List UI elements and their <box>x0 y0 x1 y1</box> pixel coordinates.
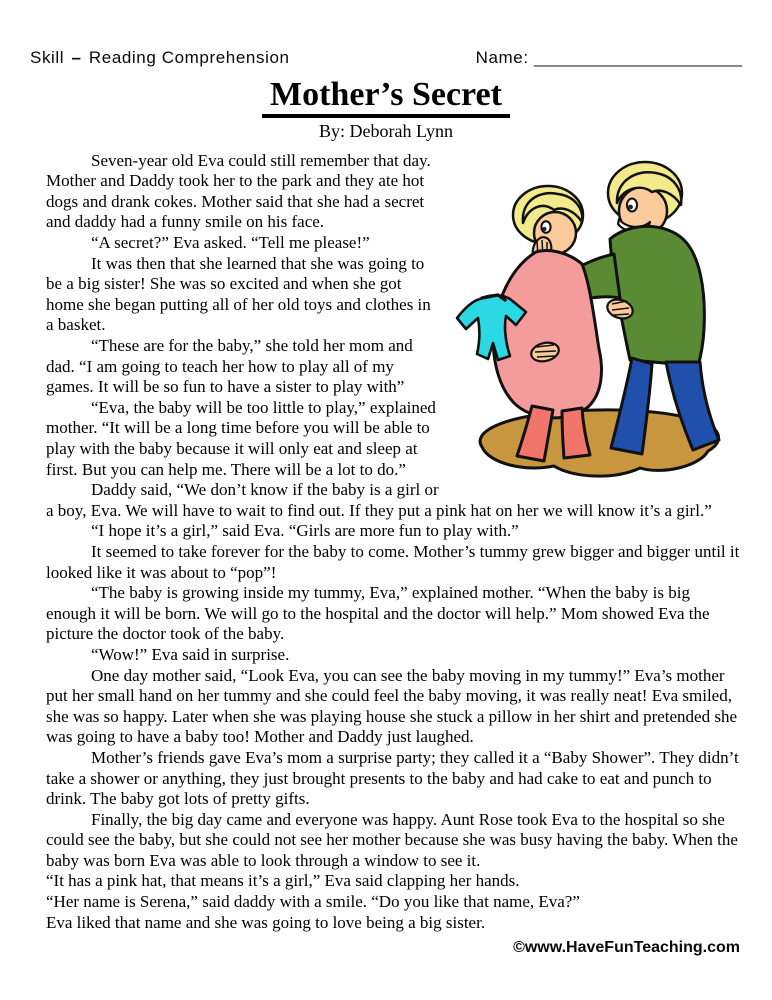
story-paragraph: “Eva, the baby will be too little to play,” explained mother. “It will be a long time before you will be able to play with the baby because it will only eat and sleep at first. But you can help me. There will be a lot to do.” <box>46 397 436 479</box>
skill-label <box>30 48 290 68</box>
story-paragraph: Daddy said, “We don’t know if the baby is a girl or a boy, Eva. We will have to wait to find out. If they put a pink hat on her we will know it’s a girl.” <box>46 480 712 520</box>
story-paragraph: It was then that she learned that she was going to be a big sister! She was so excited and when she got home she began putting all of her old toys and clothes in a basket. <box>46 253 431 335</box>
skill-dash: – <box>71 48 82 67</box>
byline: By: Deborah Lynn <box>319 120 453 141</box>
story-paragraph: Seven-year old Eva could still remember that day. Mother and Daddy took her to the park and they ate hot dogs and drank cokes. Mother said that she had a secret and daddy had a funny smile on his face. <box>46 150 431 232</box>
story-paragraph: “It has a pink hat, that means it’s a girl,” Eva said clapping her hands. <box>46 871 520 891</box>
story-paragraph: “Wow!” Eva said in surprise. <box>91 644 290 664</box>
story-body <box>0 142 772 934</box>
name-field <box>476 48 742 68</box>
mother-eye <box>541 221 550 233</box>
story-paragraph: One day mother said, “Look Eva, you can see the baby moving in my tummy!” Eva’s mother put her small hand on her tummy and she could feel the baby moving, it was really neat! Eva smiled, she was so happy. Later when she was playing house she stuck a pillow in her shirt and pretended she was going to have a baby too! Mother and Daddy just laughed. <box>46 665 738 747</box>
page-header <box>0 0 772 68</box>
story-paragraph: Mother’s friends gave Eva’s mom a surprise party; they called it a “Baby Shower”. They didn’t take a shower or anything, they just brought presents to the baby and had cake to eat and punch to drink. The baby got lots of pretty gifts. <box>46 747 739 809</box>
skill-subject: Reading Comprehension <box>88 48 290 67</box>
name-label: Name: <box>475 48 529 67</box>
copyright-text: ©www.HaveFunTeaching.com <box>513 939 740 957</box>
story-paragraph: “Her name is Serena,” said daddy with a smile. “Do you like that name, Eva?” <box>46 892 580 912</box>
story-paragraph: “A secret?” Eva asked. “Tell me please!” <box>91 233 370 253</box>
mother-pupil <box>542 227 546 231</box>
page-title: Mother’s Secret <box>262 77 510 118</box>
pregnant-couple-svg <box>452 151 742 483</box>
story-paragraph: “I hope it’s a girl,” said Eva. “Girls are more fun to play with.” <box>91 521 519 541</box>
father-pupil <box>628 204 633 209</box>
story-paragraph: Eva liked that name and she was going to love being a big sister. <box>46 912 486 932</box>
story-paragraph: Finally, the big day came and everyone was happy. Aunt Rose took Eva to the hospital so she could see the baby, but she could not see her mother because she was busy having the baby. When the baby was born Eva was able to look through a window to see it. <box>46 809 738 870</box>
page-footer <box>0 933 772 957</box>
story-paragraph: “The baby is growing inside my tummy, Eva,” explained mother. “When the baby is big enough it will be born. We will go to the hospital and the doctor will help.” Mom showed Eva the picture the doctor took of the baby. <box>46 583 710 644</box>
father-sweater-torso <box>610 226 704 366</box>
father-eye <box>627 198 637 211</box>
story-paragraph: It seemed to take forever for the baby to come. Mother’s tummy grew bigger and bigger until it looked like it was about to “pop”! <box>46 541 740 582</box>
pregnant-couple-illustration <box>452 151 742 483</box>
name-blank-line: ______________________ <box>533 48 742 67</box>
mother-dress <box>493 250 601 417</box>
story-paragraph: “These are for the baby,” she told her mom and dad. “I am going to teach her how to play all of my games. It will be so fun to have a sister to play with” <box>46 336 413 397</box>
skill-prefix: Skill <box>30 48 65 67</box>
